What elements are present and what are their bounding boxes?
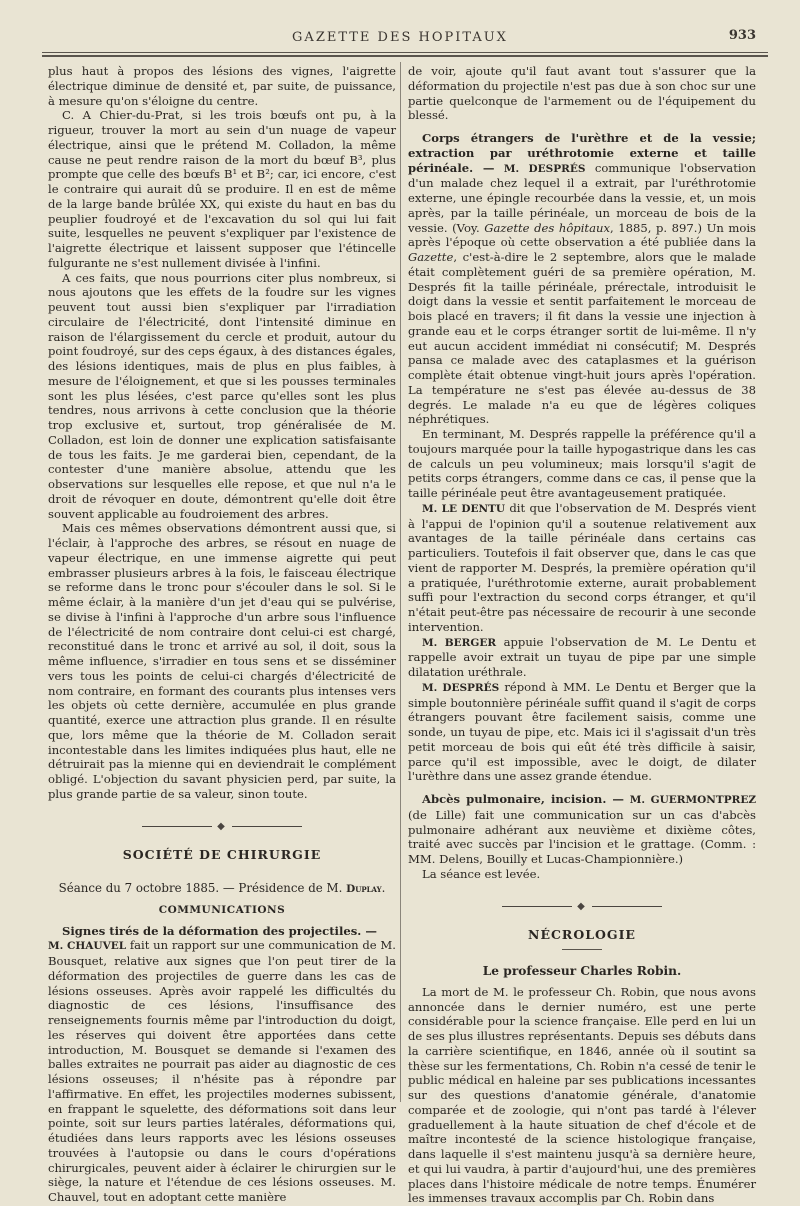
author-name: M. DESPRÉS [503, 162, 586, 175]
article-body: , c'est-à-dire le 2 septembre, alors que le malade était complètement guéri de sa première opération, M. Després fit la taille périnéale, prérectale, introduisit le doigt dans la vessie et sentit parfaitement le morceau de bois placé en travers; il fit dans la vessie une injection à grande eau et le corps étranger sortit de lui-même. Il n'y eut aucun accident immédiat ni consécutif; M. Després pansa ce malade avec des cataplasmes et la guérison complète était obtenue vingt-huit jours après l'opération. La température ne s'est pas élevée au-dessus de 38 degrés. Le malade n'a eu que de légères coliques néphrétiques. [408, 250, 756, 427]
section-separator: ◆ [408, 900, 756, 915]
author-name: M. GUERMONTPREZ [629, 794, 756, 806]
article-body: (de Lille) fait une communication sur un cas d'abcès pulmonaire adhérant aux neuvième et dixième côtes, traité avec succès par l'incision et le grattage. (Comm. : MM. Delens, Bouilly et Lucas-Championnière.) [408, 807, 756, 866]
paragraph-despres [408, 680, 756, 784]
author-name: M. CHAUVEL [48, 940, 127, 953]
article-corps-etrangers [408, 131, 756, 427]
section-separator: ◆ [48, 820, 396, 835]
journal-name: Gazette des hôpitaux [484, 220, 611, 235]
paragraph-body: appuie l'observation de M. Le Dentu et rappelle avoir extrait un tuyau de pipe par une simple dilatation uréthrale. [408, 634, 757, 679]
seance-levee: La séance est levée. [422, 866, 541, 881]
article-title: Abcès pulmonaire, incision. — [422, 792, 625, 806]
paragraph-body: dit que l'observation de M. Després vient à l'appui de l'opinion qu'il a soutenue relativement aux avantages de la taille périnéale dans certains cas particuliers. Toutefois il fait observer que, dans le cas que vient de rapporter M. Després, la première opération qu'il a pratiquée, l'uréthrotomie externe, aurait probablement suffi pour l'extraction du second corps étranger, et qu'il n'était peut-être pas nécessaire de recourir à une seconde intervention. [408, 500, 756, 634]
left-column [48, 64, 396, 1205]
page-number: 933 [728, 28, 756, 43]
obituary-title: Le professeur Charles Robin. [482, 964, 682, 978]
author-name: M. LE DENTU [422, 502, 506, 515]
article-body: fait un rapport sur une communication de M. Bousquet, relative aux signes que l'on peut tirer de la déformation des projectiles de guerre dans les cas de lésions osseuses. Après avoir rappelé les difficultés du diagnostic de ces lésions, l'insuffisance des renseignements fournis même par l'introduction du doigt, les réserves qui doivent être apportées dans cette introduction, M. Bousquet se demande si l'examen des balles extraites ne pourrait pas aider au diagnostic de ces lésions osseuses; il n'hésite pas à répondre par l'affirmative. En effet, les projectiles modernes subissent, en frappant le squelette, des déformations soit dans leur pointe, soit sur leurs parties latérales, déformations qui, étudiées dans leurs rapports avec les lésions osseuses trouvées à l'autopsie ou dans le cours d'opérations chirurgicales, peuvent aider à éclairer le chirurgien sur le siège, la nature et l'étendue de ces lésions osseuses. M. Chauvel, tout en adoptant cette manière [48, 938, 396, 1204]
paragraph: En terminant, M. Després rappelle la préférence qu'il a toujours marquée pour la taille hypogastrique dans les cas de calculs un peu volumineux; mais lorsqu'il s'agit de petits corps étrangers, comme dans ce cas, il pense que la taille périnéale peut être avantageusement pratiquée. [408, 427, 756, 500]
paragraph: Mais ces mêmes observations démontrent aussi que, si l'éclair, à l'approche des arbres, se résout en nuage de vapeur électrique, en une immense aigrette qui peut embrasser plusieurs arbres à la fois, le faisceau électrique se reforme dans le tronc pour s'écouler dans le sol. Si le même éclair, à la manière d'un jet d'eau qui se pulvérise, se divise à l'infini à l'approche d'un arbre sous l'influence de l'électricité de nom contraire dont celui-ci est chargé, reconstitué dans le tronc et arrivé au sol, il doit, sous la même influence, s'irradier en tous sens et se disséminer vers tous les points de celui-ci chargés d'électricité de nom contraire, en formant des courants plus intenses vers les objets où cette dernière, accumulée en plus grande quantité, exerce une attraction plus grande. Il en résulte que, lors même que la théorie de M. Colladon serait incontestable dans les limites indiquées plus haut, elle ne détruirait pas la mienne qui en deviendrait le complément obligé. L'objection du savant physicien perd, par suite, la plus grande partie de sa valeur, sinon toute. [48, 521, 396, 801]
article-body: communique l'observation d'un malade chez lequel il a extrait, par l'uréthrotomie externe, une épingle recourbée dans la vessie, et, un mois après, par la taille périnéale, un morceau de bois de la vessie. (Voy. [408, 160, 757, 235]
author-name: M. DESPRÉS [422, 681, 500, 694]
paragraph-berger [408, 635, 756, 680]
article-body: , 1885, p. 897.) Un mois après l'époque où cette observation a été publiée dans la [408, 220, 756, 250]
journal-name: Gazette [408, 250, 454, 264]
article-title: Corps étrangers de l'urèthre et de la vessie; extraction par uréthrotomie externe et taille périnéale. — [408, 131, 756, 175]
running-title: GAZETTE DES HOPITAUX [292, 30, 508, 45]
session-president: Duplay [346, 883, 382, 895]
communications-heading: COMMUNICATIONS [158, 903, 286, 916]
paragraph: plus haut à propos des lésions des vignes, l'aigrette électrique diminue de densité et, par suite, de puissance, à mesure qu'on s'éloigne du centre. [48, 64, 396, 108]
article-signes [48, 924, 396, 1205]
right-column [408, 64, 756, 1206]
article-abces [408, 792, 756, 867]
session-suffix: . [381, 881, 386, 895]
article-title: Signes tirés de la déformation des projectiles. — [62, 923, 377, 938]
section-title-societe: SOCIÉTÉ DE CHIRURGIE [122, 847, 322, 863]
header-rule [42, 52, 768, 57]
column-divider [400, 62, 401, 1102]
short-rule [562, 949, 602, 950]
paragraph: C. A Chier-du-Prat, si les trois bœufs ont pu, à la rigueur, trouver la mort au sein d'un nuage de vapeur électrique, ainsi que le prétend M. Colladon, la même cause ne peut rendre raison de la mort du bœuf B³, plus prompte que celle des bœufs B¹ et B²; car, ici encore, c'est le contraire qui aurait dû se produire. Il en est de même de la large bande brûlée XX, qui existe du haut en bas du peuplier foudroyé et de l'excavation du sol qui lui fait suite, lesquelles ne peuvent s'expliquer par l'existence de l'aigrette électrique et laissent supposer que l'étincelle fulgurante ne s'est nullement divisée à l'infini. [48, 108, 396, 270]
paragraph: La mort de M. le professeur Ch. Robin, que nous avons annoncée dans le dernier numéro, est une perte considérable pour la science française. Elle perd en lui un de ses plus illustres représentants. Depuis ses débuts dans la carrière scientifique, en 1846, année où il soutint sa thèse sur les fermentations, Ch. Robin n'a cessé de tenir le public médical en haleine par ses publications incessantes sur des questions d'anatomie générale, d'anatomie comparée et de zoologie, qui n'ont pas tardé à l'élever graduellement à la haute situation de chef d'école et de maître incontesté de la science histologique française, dans laquelle il s'est maintenu jusqu'à sa dernière heure, et qui lui vaudra, à partir d'aujourd'hui, une des premières places dans l'histoire médicale de notre temps. Énumérer les immenses travaux accomplis par Ch. Robin dans [408, 984, 756, 1206]
paragraph: de voir, ajoute qu'il faut avant tout s'assurer que la déformation du projectile n'est pas due à son choc sur une partie quelconque de l'armement ou de l'équipement du blessé. [408, 64, 756, 123]
author-name: M. BERGER [422, 636, 497, 649]
session-line [48, 881, 396, 897]
paragraph: A ces faits, que nous pourrions citer plus nombreux, si nous ajoutons que les effets de la foudre sur les vignes peuvent tout aussi bien s'expliquer par l'irradiation circulaire de l'électricité, dont l'intensité diminue en raison de l'élargissement du cercle et produit, autour du point foudroyé, sur des ceps égaux, à des distances égales, des lésions identiques, mais de plus en plus faibles, à mesure de l'éloignement, et que si les pousses terminales sont les plus lésées, c'est parce qu'elles sont les plus tendres, nous arrivons à cette conclusion que la théorie trop exclusive et, surtout, trop généralisée de M. Colladon, est loin de donner une explication satisfaisante de tous les faits. Je me garderai bien, cependant, de la contester d'une manière absolue, attendu que les observations sur lesquelles elle repose, et que nul n'a le droit de révoquer en doute, démontrent qu'elle doit être souvent applicable au foudroiement des arbres. [48, 270, 396, 521]
section-title-necrologie: NÉCROLOGIE [528, 927, 636, 943]
paragraph-le-dentu [408, 501, 756, 635]
session-prefix: Séance du 7 octobre 1885. — Présidence de M. [58, 881, 347, 895]
paragraph-body: répond à MM. Le Dentu et Berger que la simple boutonnière périnéale suffit quand il s'agit de corps étrangers pouvant être facilement saisis, comme une sonde, un tuyau de pipe, etc. Mais ici il s'agissait d'un très petit morceau de bois qui eût été très difficile à saisir, parce qu'il est impossible, avec le doigt, de dilater l'urèthre dans une assez grande étendue. [408, 679, 756, 784]
